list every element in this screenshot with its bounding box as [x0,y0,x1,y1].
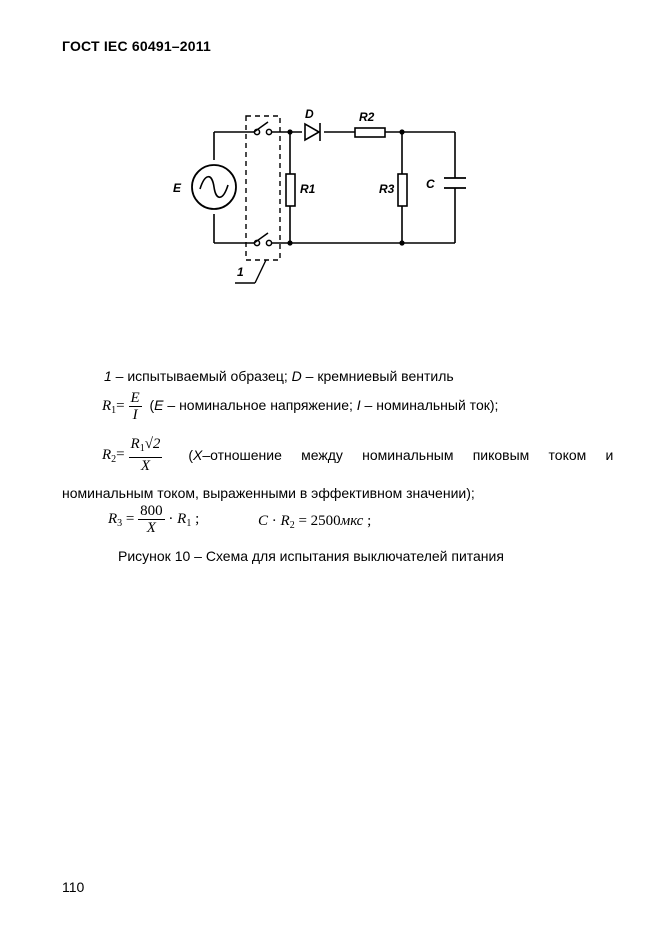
formula-r1-open: ( [149,397,155,414]
formula-r2-line [102,436,629,474]
formula-r3-line [108,503,199,536]
legend-sample-number: 1 [104,368,112,384]
formula-r1-line [102,390,498,423]
label-diode-d: D [305,107,314,121]
label-r1: R1 [300,182,316,196]
resistor-r3 [398,174,407,206]
document-header: ГОСТ IEC 60491–2011 [62,38,211,54]
formula-r3-r1: $R_1$ [177,511,192,530]
circuit-wires [214,132,455,243]
formula-r3-eq: = [122,511,139,528]
formula-r2-desc-continued: номинальным током, выраженными в эффективном значении); [62,485,475,501]
label-sample: 1 [237,265,244,279]
formula-r1-mid: – номинальное напряжение; [163,397,357,414]
resistor-r2 [355,128,385,137]
formula-cr2-r2: $R_2$ [280,513,295,531]
formula-cr2-c: C [258,513,269,529]
formula-r2-desc: (X–отношение между номинальным пиковым током и [188,447,614,463]
formula-r3-lhs: $R_3$ [108,511,123,530]
resistor-r1 [286,174,295,206]
capacitor [444,178,466,188]
sample-dashed-box [246,116,280,260]
formula-cr2-unit: мкс [340,513,364,529]
formula-r2-lhs: $R_2$ [102,446,117,465]
circuit-diagram [150,100,480,290]
formula-cr2-sep: ; [363,513,372,529]
formula-r3-sep: ; [191,511,200,528]
legend-line-1 [104,367,454,385]
label-r3: R3 [379,182,395,196]
formula-r1-eq: = [116,398,125,415]
formula-r2-eq: = [116,446,125,463]
formula-cr2-dot: · [268,513,281,529]
figure-caption: Рисунок 10 – Схема для испытания выключателей питания [118,548,504,564]
label-r2: R2 [359,110,375,124]
legend-sample-text: – испытываемый образец; [111,368,292,384]
ac-source [192,165,236,209]
formula-r2-fraction: $\frac{R_1√2}{X}$ [130,436,161,474]
formula-r1-close: – номинальный ток); [360,397,499,414]
formula-cr2-line [258,512,371,531]
formula-r1-e: E [154,397,164,414]
formula-r3-fraction: $\frac{800}{X}$ [140,503,163,536]
switch-bottom [254,233,272,246]
formula-cr2-value: 2500 [310,513,341,529]
formula-r1-i: I [356,397,361,414]
formula-cr2-eq: = [294,513,311,529]
formula-r1-lhs: $R_1$ [102,398,117,417]
label-source-e: E [173,181,182,195]
switch-top [254,122,272,135]
page-number: 110 [62,879,85,895]
label-capacitor: C [426,177,435,191]
legend-diode-symbol: D [291,368,302,384]
formula-r3-dot: · [164,511,178,528]
formula-r1-fraction: $\frac{E}{I}$ [130,390,140,423]
legend-diode-text: – кремниевый вентиль [301,368,454,384]
diode [305,123,320,141]
